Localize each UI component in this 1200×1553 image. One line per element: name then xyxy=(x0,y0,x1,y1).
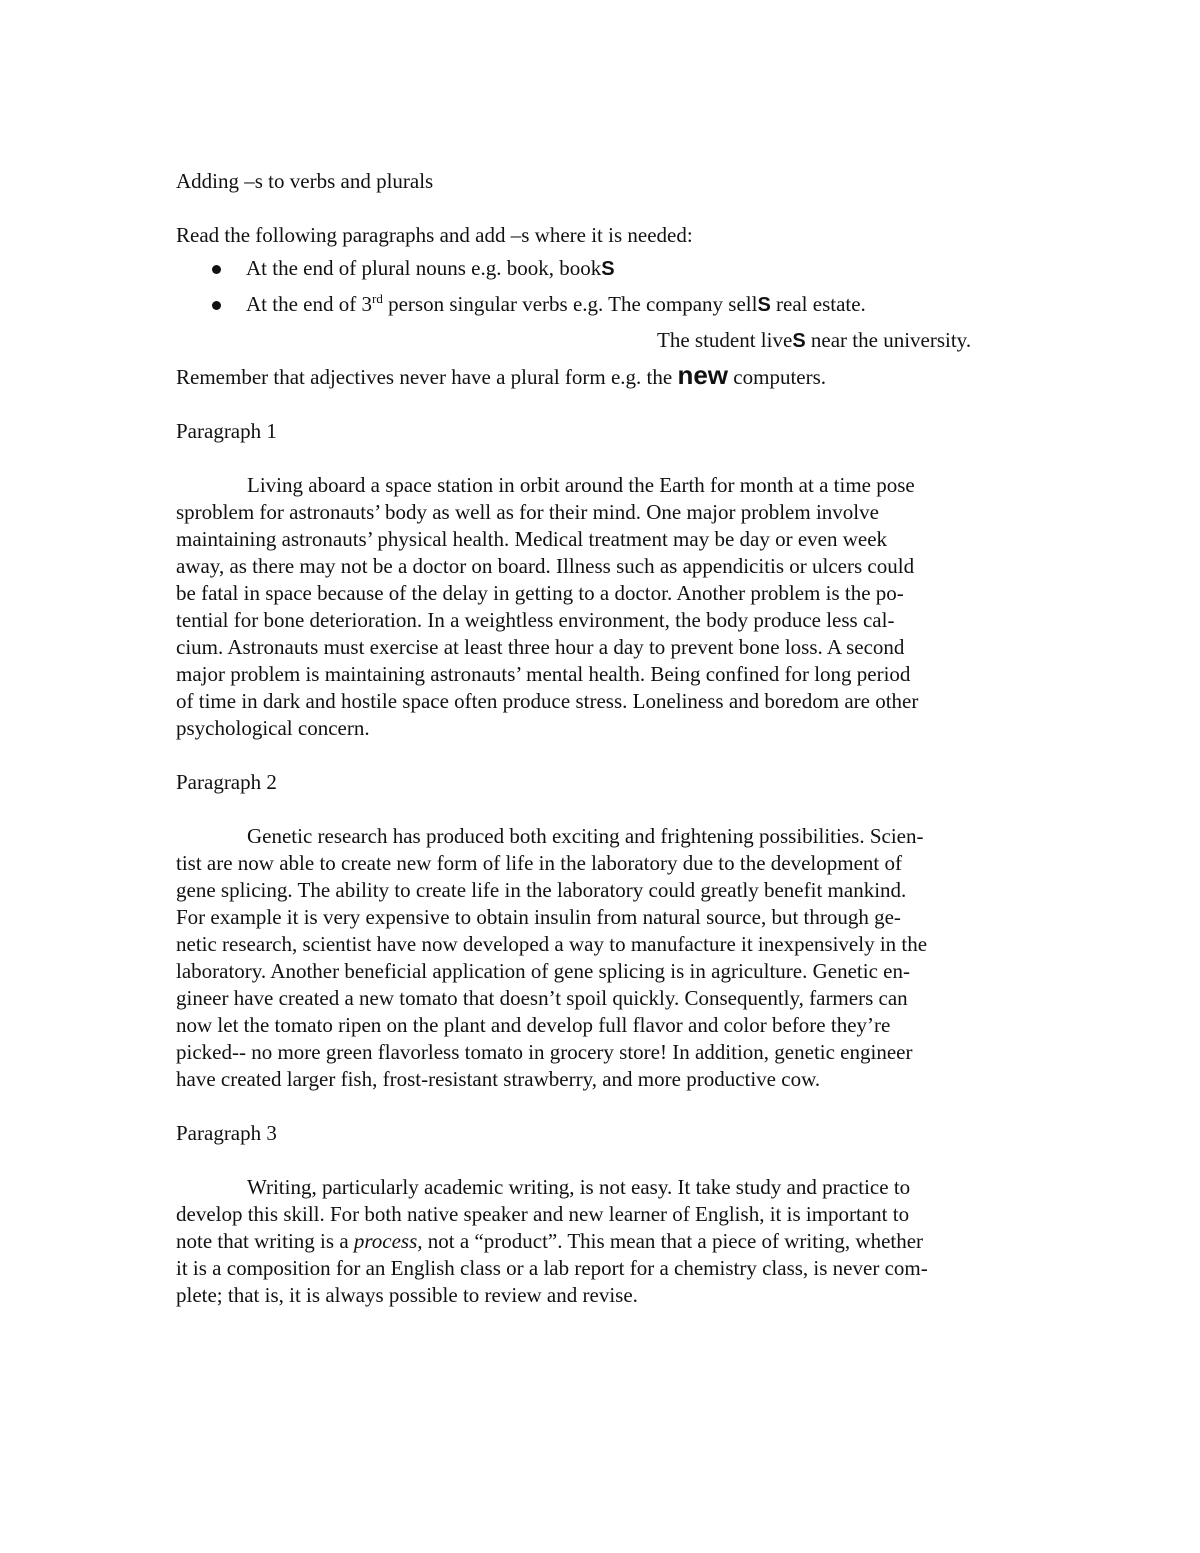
paragraph-line: laboratory. Another beneficial application of gene splicing is in agriculture. Genetic en- xyxy=(176,959,910,983)
paragraph-line: tist are now able to create new form of life in the laboratory due to the development of xyxy=(176,851,902,875)
paragraph-line: netic research, scientist have now developed a way to manufacture it inexpensively in the xyxy=(176,932,928,956)
rule-plural-nouns xyxy=(176,255,1026,283)
paragraph-3-body xyxy=(176,1174,1026,1309)
emphasis-new: new xyxy=(677,360,729,390)
paragraph-line: now let the tomato ripen on the plant and develop full flavor and color before they’re xyxy=(176,1013,891,1037)
paragraph-line: gene splicing. The ability to create life in the laboratory could greatly benefit mankind. xyxy=(176,878,907,902)
paragraph-line: of time in dark and hostile space often produce stress. Loneliness and boredom are other xyxy=(176,689,919,713)
paragraph-1-body xyxy=(176,472,1026,742)
paragraph-line: plete; that is, it is always possible to review and revise. xyxy=(176,1283,638,1307)
paragraph-line: cium. Astronauts must exercise at least three hour a day to prevent bone loss. A second xyxy=(176,635,905,659)
emphasis-s: S xyxy=(757,294,771,316)
paragraph-2-heading: Paragraph 2 xyxy=(176,770,277,794)
bullet-icon xyxy=(212,265,221,274)
paragraph-line: away, as there may not be a doctor on board. Illness such as appendicitis or ulcers could xyxy=(176,554,915,578)
paragraph-line: Living aboard a space station in orbit around the Earth for month at a time pose xyxy=(247,473,915,497)
paragraph-line: it is a composition for an English class or a lab report for a chemistry class, is never com- xyxy=(176,1256,928,1280)
paragraph-line: major problem is maintaining astronauts’ mental health. Being confined for long period xyxy=(176,662,911,686)
paragraph-line: have created larger fish, frost-resistant strawberry, and more productive cow. xyxy=(176,1067,821,1091)
paragraph-line: maintaining astronauts’ physical health. Medical treatment may be day or even week xyxy=(176,527,888,551)
emphasis-process: process, xyxy=(353,1229,423,1253)
rule-text: At the end of plural nouns e.g. book, book xyxy=(246,256,602,280)
paragraph-line: develop this skill. For both native speaker and new learner of English, it is important to xyxy=(176,1202,910,1226)
paragraph-line: sproblem for astronauts’ body as well as for their mind. One major problem involve xyxy=(176,500,879,524)
bullet-icon xyxy=(212,301,221,310)
paragraph-text: not a “product”. This mean that a piece of writing, whether xyxy=(422,1229,924,1253)
instructions: Read the following paragraphs and add –s where it is needed: xyxy=(176,223,693,247)
paragraph-line: be fatal in space because of the delay in getting to a doctor. Another problem is the po- xyxy=(176,581,904,605)
rule-text: person singular verbs e.g. The company sell xyxy=(382,292,758,316)
paragraph-line: tential for bone deterioration. In a weightless environment, the body produce less cal- xyxy=(176,608,895,632)
paragraph-line: psychological concern. xyxy=(176,716,370,740)
emphasis-s: S xyxy=(601,258,615,280)
second-example xyxy=(176,327,1026,355)
ordinal-suffix: rd xyxy=(371,291,383,306)
paragraph-2-body xyxy=(176,823,1026,1093)
paragraph-3-heading: Paragraph 3 xyxy=(176,1121,277,1145)
adjective-note xyxy=(176,362,1026,391)
rule-text: At the end of 3 xyxy=(246,292,372,316)
note-text: Remember that adjectives never have a plural form e.g. the xyxy=(176,365,678,389)
document-page xyxy=(176,168,1026,1336)
emphasis-s: S xyxy=(792,330,806,352)
paragraph-line: picked-- no more green flavorless tomato in grocery store! In addition, genetic engineer xyxy=(176,1040,913,1064)
paragraph-line: Genetic research has produced both exciting and frightening possibilities. Scien- xyxy=(247,824,924,848)
rule-third-person xyxy=(176,291,1026,319)
rule-list xyxy=(176,255,1026,319)
paragraph-line xyxy=(176,1228,1026,1255)
paragraph-line: For example it is very expensive to obtain insulin from natural source, but through ge- xyxy=(176,905,901,929)
paragraph-text: note that writing is a xyxy=(176,1229,354,1253)
example-text: The student live xyxy=(657,328,793,352)
document-title: Adding –s to verbs and plurals xyxy=(176,169,434,193)
note-text: computers. xyxy=(728,365,827,389)
paragraph-line: gineer have created a new tomato that doesn’t spoil quickly. Consequently, farmers can xyxy=(176,986,908,1010)
paragraph-line: Writing, particularly academic writing, is not easy. It take study and practice to xyxy=(247,1175,911,1199)
example-text: near the university. xyxy=(805,328,972,352)
rule-text: real estate. xyxy=(770,292,866,316)
paragraph-1-heading: Paragraph 1 xyxy=(176,419,277,443)
